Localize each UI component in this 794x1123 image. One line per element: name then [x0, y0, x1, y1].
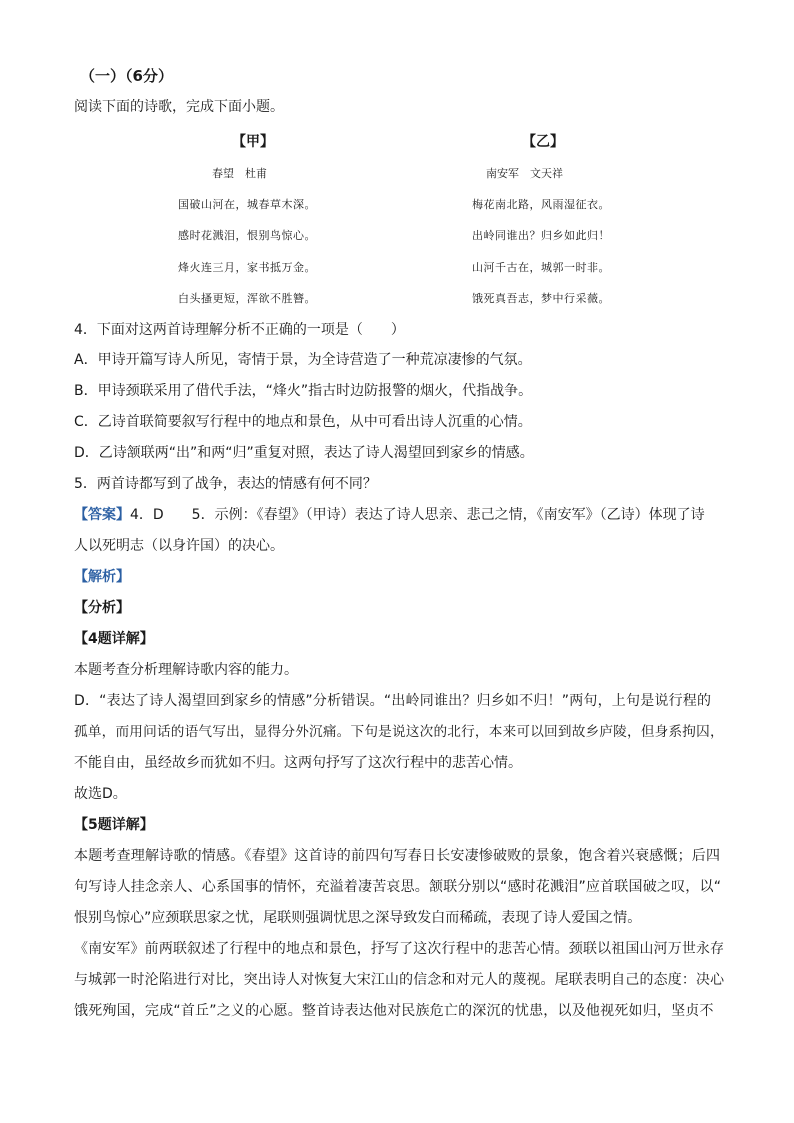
poem-a-line-1: 国破山河在，城春草木深。 [178, 198, 316, 211]
q4-detail-tag: 【4题详解】 [74, 631, 154, 647]
question-4-option-c: C．乙诗首联简要叙写行程中的地点和景色，从中可看出诗人沉重的心情。 [74, 414, 532, 430]
poem-a-title: 春望 杜甫 [212, 167, 267, 180]
poem-a-label: 【甲】 [232, 134, 274, 150]
q5-detail-line-6: 饿死殉国，完成“首丘”之义的心愿。整首诗表达他对民族危亡的深沉的忧患，以及他视死如归，坚贞不 [74, 1003, 714, 1019]
q4-detail-line-3: 孤单，而用问话的语气写出，显得分外沉痛。下句是说这次的北行，本来可以回到故乡庐陵，但身系拘囚， [74, 724, 724, 740]
question-4-option-a: A．甲诗开篇写诗人所见，寄情于景，为全诗营造了一种荒凉凄惨的气氛。 [74, 352, 532, 368]
q5-detail-line-3: 恨别鸟惊心”应颈联思家之忧，尾联则强调忧思之深导致发白而稀疏，表现了诗人爱国之情。 [74, 910, 642, 926]
fenxi-tag: 【分析】 [74, 600, 130, 616]
q5-detail-tag: 【5题详解】 [74, 817, 154, 833]
q5-detail-line-5: 与城郭一时沦陷进行对比，突出诗人对恢复大宋江山的信念和对元人的蔑视。尾联表明自己的态度：决心 [74, 972, 725, 988]
question-5-stem: 5．两首诗都写到了战争，表达的情感有何不同？ [74, 476, 377, 492]
poem-a-line-3: 烽火连三月，家书抵万金。 [178, 261, 316, 274]
answer-line-2: 人以死明志（以身许国）的决心。 [74, 538, 284, 554]
q5-detail-line-2: 句写诗人挂念亲人、心系国事的情怀，充溢着凄苦哀思。颔联分别以“感时花溅泪”应首联国破之叹，以“ [74, 879, 722, 895]
q4-detail-line-2: D．“表达了诗人渴望回到家乡的情感”分析错误。“出岭同谁出？归乡如不归！”两句，上句是说行程的 [74, 693, 712, 709]
poem-b-line-1: 梅花南北路，风雨湿征衣。 [472, 198, 610, 211]
q4-detail-line-1: 本题考查分析理解诗歌内容的能力。 [74, 662, 298, 678]
answer-line-1 [74, 505, 705, 525]
answer-text-1: 4．D 5．示例：《春望》（甲诗）表达了诗人思亲、悲己之情，《南安军》（乙诗）体现了诗 [130, 507, 705, 523]
poem-b-line-2: 出岭同谁出？归乡如此归！ [472, 229, 610, 242]
poem-b-line-4: 饿死真吾志，梦中行采薇。 [472, 292, 610, 305]
section-title: （一）（6分） [80, 67, 173, 85]
instruction: 阅读下面的诗歌，完成下面小题。 [74, 99, 284, 115]
poem-b-label: 【乙】 [522, 134, 564, 150]
q4-detail-line-5: 故选D。 [74, 786, 127, 802]
poem-b-line-3: 山河千古在，城郭一时非。 [472, 261, 610, 274]
analysis-tag: 【解析】 [74, 569, 130, 585]
answer-tag: 【答案】 [74, 507, 130, 523]
q4-detail-line-4: 不能自由，虽经故乡而犹如不归。这两句抒写了这次行程中的悲苦心情。 [74, 755, 522, 771]
poem-a-line-4: 白头搔更短，浑欲不胜簪。 [178, 292, 316, 305]
question-4-option-d: D．乙诗颔联两“出”和两“归”重复对照，表达了诗人渴望回到家乡的情感。 [74, 445, 534, 461]
question-4-stem: 4．下面对这两首诗理解分析不正确的一项是（ ） [74, 322, 405, 338]
poem-b-title: 南安军 文天祥 [486, 167, 563, 180]
poem-a-line-2: 感时花溅泪，恨别鸟惊心。 [178, 229, 316, 242]
q5-detail-line-4: 《南安军》前两联叙述了行程中的地点和景色，抒写了这次行程中的悲苦心情。颈联以祖国山河万世永存 [74, 941, 725, 957]
q5-detail-line-1: 本题考查理解诗歌的情感。《春望》这首诗的前四句写春日长安凄惨破败的景象，饱含着兴衰感慨；后四 [74, 848, 721, 864]
question-4-option-b: B．甲诗颈联采用了借代手法，“烽火”指古时边防报警的烟火，代指战争。 [74, 383, 533, 399]
